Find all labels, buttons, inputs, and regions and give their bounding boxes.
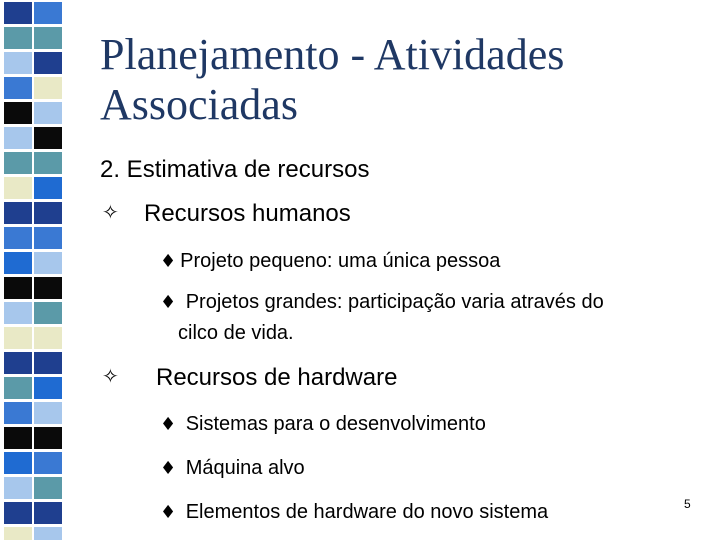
stripe-block — [34, 327, 62, 349]
stripe-block — [4, 502, 32, 524]
stripe-block — [34, 527, 62, 540]
stripe-block — [34, 302, 62, 324]
stripe-block — [34, 352, 62, 374]
bullet-text: Recursos humanos — [144, 200, 351, 227]
bullet-text: Recursos de hardware — [156, 364, 398, 391]
stripe-block — [4, 152, 32, 174]
stripe-block — [4, 52, 32, 74]
stripe-block — [34, 377, 62, 399]
subitem-sistemas-desenvolvimento — [160, 409, 486, 440]
stripe-block — [34, 177, 62, 199]
stripe-block — [34, 2, 62, 24]
stripe-pattern — [0, 0, 66, 540]
subitem-projetos-grandes — [160, 287, 604, 348]
subitem-text: Máquina alvo — [180, 457, 305, 479]
stripe-block — [34, 227, 62, 249]
stripe-block — [34, 77, 62, 99]
stripe-block — [4, 127, 32, 149]
stripe-block — [4, 302, 32, 324]
subitem-projeto-pequeno — [160, 246, 500, 277]
diamond-bullet-icon: ♦ — [160, 251, 177, 272]
stripe-block — [34, 152, 62, 174]
stripe-block — [34, 477, 62, 499]
stripe-block — [4, 477, 32, 499]
stripe-block — [4, 402, 32, 424]
stripe-block — [4, 452, 32, 474]
stripe-block — [4, 227, 32, 249]
stripe-block — [34, 27, 62, 49]
stripe-block — [34, 252, 62, 274]
section-heading: 2. Estimativa de recursos — [100, 156, 370, 183]
stripe-block — [34, 502, 62, 524]
subitem-text: Projetos grandes: participação varia através do — [180, 291, 604, 313]
stripe-block — [34, 277, 62, 299]
stripe-block — [4, 2, 32, 24]
stripe-block — [4, 27, 32, 49]
stripe-block — [34, 102, 62, 124]
stripe-block — [4, 427, 32, 449]
title-line-2: Associadas — [100, 80, 298, 129]
subitem-continuation: cilco de vida. — [178, 322, 294, 344]
stripe-block — [4, 202, 32, 224]
stripe-block — [34, 127, 62, 149]
stripe-block — [4, 327, 32, 349]
stripe-block — [4, 377, 32, 399]
star-bullet-icon: ✧ — [102, 200, 119, 224]
stripe-block — [4, 277, 32, 299]
stripe-block — [34, 427, 62, 449]
stripe-block — [34, 202, 62, 224]
diamond-bullet-icon: ♦ — [160, 414, 177, 435]
decorative-stripe-bar — [0, 0, 66, 540]
star-bullet-icon: ✧ — [102, 364, 119, 388]
page-number: 5 — [684, 497, 691, 511]
stripe-block — [4, 77, 32, 99]
stripe-block — [34, 402, 62, 424]
bullet-recursos-humanos — [102, 200, 351, 228]
stripe-block — [4, 352, 32, 374]
subitem-elementos-hardware — [160, 497, 548, 528]
diamond-bullet-icon: ♦ — [160, 458, 177, 479]
diamond-bullet-icon: ♦ — [160, 502, 177, 523]
diamond-bullet-icon: ♦ — [160, 292, 177, 313]
stripe-block — [4, 102, 32, 124]
stripe-block — [4, 527, 32, 540]
subitem-text: Elementos de hardware do novo sistema — [180, 501, 549, 523]
stripe-block — [4, 177, 32, 199]
stripe-block — [34, 452, 62, 474]
subitem-maquina-alvo — [160, 453, 305, 484]
bullet-recursos-hardware — [102, 364, 397, 392]
slide-title — [100, 30, 700, 130]
subitem-text: Sistemas para o desenvolvimento — [180, 413, 486, 435]
subitem-text: Projeto pequeno: uma única pessoa — [180, 250, 501, 272]
stripe-block — [34, 52, 62, 74]
title-line-1: Planejamento - Atividades — [100, 30, 565, 79]
stripe-block — [4, 252, 32, 274]
